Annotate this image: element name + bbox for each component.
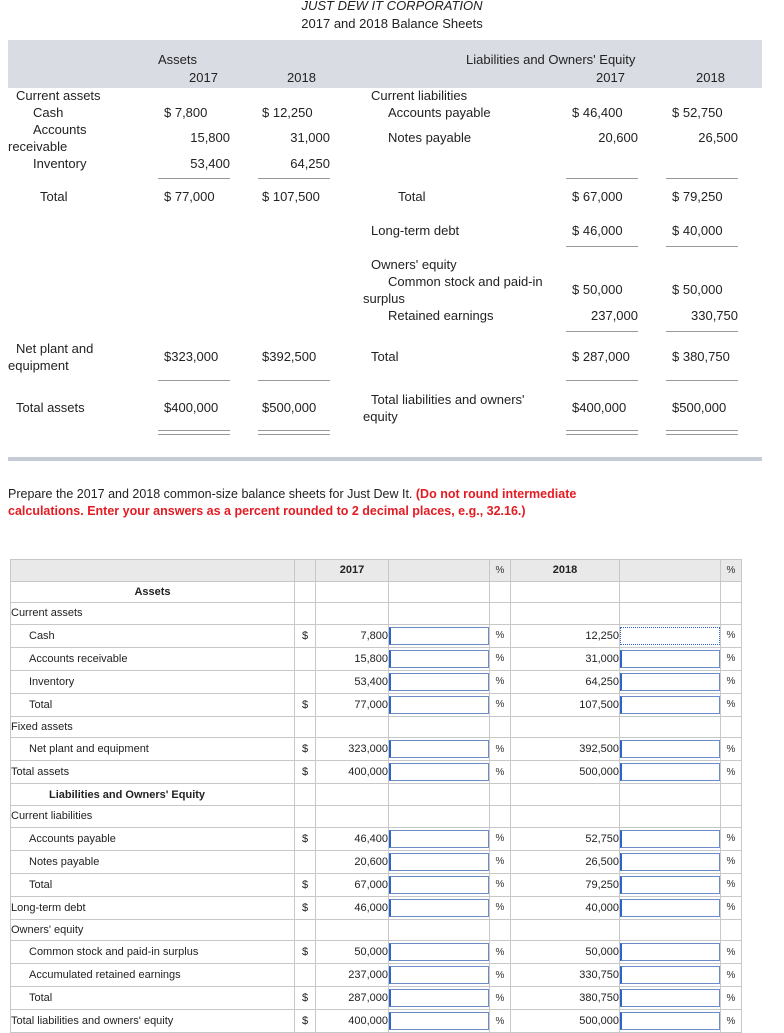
row-value-2018: 64,250 (511, 670, 620, 693)
ta-2018-pct-input[interactable] (620, 763, 720, 781)
table-row: Accounts receivable 15,800 % 31,000 % (11, 647, 742, 670)
row-value-2018: 500,000 (511, 1010, 620, 1033)
accounts-label: Accounts (33, 122, 87, 137)
equipment-label: equipment (8, 358, 69, 373)
ca-total-2017: $ 77,000 (164, 189, 215, 204)
tloe-label-1: Total liabilities and owners' (371, 392, 525, 407)
row-label: Total assets (11, 761, 295, 784)
row-value-2017: 400,000 (316, 1010, 389, 1033)
np-label: Notes payable (388, 130, 472, 145)
npe-2017-pct-input[interactable] (389, 740, 489, 758)
row-label: Cash (11, 624, 295, 647)
table-row: Total $ 77,000 % 107,500 % (11, 693, 742, 716)
npe-2017: $323,000 (164, 349, 219, 364)
tloe-2018: $500,000 (672, 400, 727, 415)
oe-total-2018: $ 380,750 (672, 349, 730, 364)
row-label: Net plant and equipment (11, 738, 295, 761)
cash-2018-pct-input[interactable] (620, 627, 720, 645)
row-value-2018: 50,000 (511, 941, 620, 964)
cash-label: Cash (33, 105, 64, 120)
oe-total-label: Total (371, 349, 399, 364)
row-label: Notes payable (11, 850, 295, 873)
assets-year-2018: 2018 (287, 70, 316, 85)
row-value-2018: 12,250 (511, 624, 620, 647)
row-label: Total (11, 873, 295, 896)
tloe-2017-pct-input[interactable] (389, 1012, 489, 1030)
tloe-label-2: equity (363, 409, 398, 424)
ar-2018-pct-input[interactable] (620, 650, 720, 668)
table-row: Total $ 67,000 % 79,250 % (11, 873, 742, 896)
cl-total-2017: $ 67,000 (572, 189, 623, 204)
np-2018-pct-input[interactable] (620, 853, 720, 871)
row-label: Inventory (11, 670, 295, 693)
tloe-2018-pct-input[interactable] (620, 1012, 720, 1030)
row-value-2018: 31,000 (511, 647, 620, 670)
ar-2017: 15,800 (190, 130, 230, 145)
ap-label: Accounts payable (388, 105, 491, 120)
row-value-2017: 53,400 (316, 670, 389, 693)
inventory-2018-pct-input[interactable] (620, 673, 720, 691)
table-row: Inventory 53,400 % 64,250 % (11, 670, 742, 693)
row-label: Long-term debt (11, 896, 295, 919)
row-label: Accumulated retained earnings (11, 964, 295, 987)
ta-2017: $400,000 (164, 400, 219, 415)
cs-2017-pct-input[interactable] (389, 943, 489, 961)
ca-total-2018-pct-input[interactable] (620, 696, 720, 714)
table-row: Total assets $ 400,000 % 500,000 % (11, 761, 742, 784)
ta-2017-pct-input[interactable] (389, 763, 489, 781)
np-2017: 20,600 (598, 130, 638, 145)
total-assets-label: Total assets (16, 400, 85, 415)
ca-total-label: Total (40, 189, 68, 204)
row-value-2017: 20,600 (316, 850, 389, 873)
cl-total-label: Total (398, 189, 426, 204)
npe-2018: $392,500 (262, 349, 317, 364)
row-value-2018: 107,500 (511, 693, 620, 716)
col-header-2017: 2017 (316, 560, 389, 582)
current-assets-label: Current assets (16, 88, 101, 103)
instructions-text: Prepare the 2017 and 2018 common-size balance sheets for Just Dew It. (8, 487, 413, 501)
surplus-label: surplus (363, 291, 405, 306)
table-row: Accumulated retained earnings 237,000 % 330,750 % (11, 964, 742, 987)
row-value-2017: 323,000 (316, 738, 389, 761)
row-value-2017: 237,000 (316, 964, 389, 987)
inv-2017: 53,400 (190, 156, 230, 171)
cl-total-2018: $ 79,250 (672, 189, 723, 204)
ta-2018: $500,000 (262, 400, 317, 415)
row-value-2018: 380,750 (511, 987, 620, 1010)
ltd-label: Long-term debt (371, 223, 460, 238)
ltd-2017: $ 46,000 (572, 223, 623, 238)
oe-total-2017: $ 287,000 (572, 349, 630, 364)
np-2018: 26,500 (698, 130, 738, 145)
assets-year-2017: 2017 (189, 70, 218, 85)
table-row: Total liabilities and owners' equity $ 400,000 % 500,000 % (11, 1010, 742, 1033)
cs-2017: $ 50,000 (572, 282, 623, 297)
ltd-2017-pct-input[interactable] (389, 899, 489, 917)
npe-2018-pct-input[interactable] (620, 740, 720, 758)
row-value-2017: 50,000 (316, 941, 389, 964)
cs-2018-pct-input[interactable] (620, 943, 720, 961)
table-row: Notes payable 20,600 % 26,500 % (11, 850, 742, 873)
section-divider (8, 457, 762, 461)
row-value-2018: 500,000 (511, 761, 620, 784)
row-value-2018: 52,750 (511, 827, 620, 850)
pct-header-2018: % (721, 560, 742, 582)
liab-oe-section-label: Liabilities and Owners' Equity (11, 784, 295, 806)
oe-label: Owners' equity (371, 257, 457, 272)
re-label: Retained earnings (388, 308, 494, 323)
current-liabilities-row-label: Current liabilities (11, 805, 295, 827)
row-label: Total liabilities and owners' equity (11, 1010, 295, 1033)
inv-2018: 64,250 (290, 156, 330, 171)
oe-total-2018-pct-input[interactable] (620, 989, 720, 1007)
cl-total-2017-pct-input[interactable] (389, 876, 489, 894)
net-plant-label: Net plant and (16, 341, 94, 356)
cs-2018: $ 50,000 (672, 282, 723, 297)
liab-year-2017: 2017 (596, 70, 625, 85)
ltd-2018: $ 40,000 (672, 223, 723, 238)
row-value-2017: 287,000 (316, 987, 389, 1010)
table-row: Accounts payable $ 46,400 % 52,750 % (11, 827, 742, 850)
current-assets-row-label: Current assets (11, 603, 295, 625)
re-2017: 237,000 (591, 308, 638, 323)
tloe-2017: $400,000 (572, 400, 627, 415)
row-value-2018: 40,000 (511, 896, 620, 919)
sheet-subtitle: 2017 and 2018 Balance Sheets (301, 16, 483, 31)
owners-equity-row-label: Owners' equity (11, 919, 295, 941)
row-value-2017: 46,000 (316, 896, 389, 919)
ar-2018: 31,000 (290, 130, 330, 145)
row-value-2017: 7,800 (316, 624, 389, 647)
instructions-note: (Do not round intermediate calculations. Enter your answers as a percent rounded to 2 decimal places, e.g., 32.16.) (8, 487, 577, 518)
row-value-2017: 77,000 (316, 693, 389, 716)
row-label: Accounts receivable (11, 647, 295, 670)
common-size-grid (10, 559, 742, 1033)
current-liabilities-label: Current liabilities (371, 88, 468, 103)
liab-year-2018: 2018 (696, 70, 725, 85)
row-label: Common stock and paid-in surplus (11, 941, 295, 964)
row-label: Accounts payable (11, 827, 295, 850)
cash-2017: $ 7,800 (164, 105, 208, 120)
re-2018-pct-input[interactable] (620, 966, 720, 984)
ap-2017-pct-input[interactable] (389, 830, 489, 848)
table-row: Total $ 287,000 % 380,750 % (11, 987, 742, 1010)
col-header-2018: 2018 (511, 560, 620, 582)
ap-2017: $ 46,400 (572, 105, 623, 120)
np-2017-pct-input[interactable] (389, 853, 489, 871)
ca-total-2017-pct-input[interactable] (389, 696, 489, 714)
table-row: Common stock and paid-in surplus $ 50,000 % 50,000 % (11, 941, 742, 964)
ap-2018-pct-input[interactable] (620, 830, 720, 848)
row-value-2017: 400,000 (316, 761, 389, 784)
row-value-2017: 15,800 (316, 647, 389, 670)
ltd-2018-pct-input[interactable] (620, 899, 720, 917)
ap-2018: $ 52,750 (672, 105, 723, 120)
cl-total-2018-pct-input[interactable] (620, 876, 720, 894)
oe-total-2017-pct-input[interactable] (389, 989, 489, 1007)
cash-2017-pct-input[interactable] (389, 627, 489, 645)
receivable-label: receivable (8, 139, 68, 154)
cs-label: Common stock and paid-in (388, 274, 543, 289)
re-2017-pct-input[interactable] (389, 966, 489, 984)
table-row: Cash $ 7,800 % 12,250 % (11, 624, 742, 647)
inventory-2017-pct-input[interactable] (389, 673, 489, 691)
re-2018: 330,750 (691, 308, 738, 323)
pct-header-2017: % (490, 560, 511, 582)
inventory-label: Inventory (33, 156, 87, 171)
fixed-assets-row-label: Fixed assets (11, 716, 295, 738)
row-value-2018: 79,250 (511, 873, 620, 896)
ca-total-2018: $ 107,500 (262, 189, 320, 204)
assets-header: Assets (158, 52, 198, 67)
row-label: Total (11, 693, 295, 716)
ar-2017-pct-input[interactable] (389, 650, 489, 668)
instructions (8, 486, 608, 520)
balance-sheet-header-band (8, 40, 762, 88)
liabilities-header: Liabilities and Owners' Equity (466, 52, 636, 67)
company-title: JUST DEW IT CORPORATION (301, 0, 483, 13)
row-label: Total (11, 987, 295, 1010)
assets-section-label: Assets (11, 581, 295, 603)
row-value-2017: 46,400 (316, 827, 389, 850)
cash-2018: $ 12,250 (262, 105, 313, 120)
table-row: Net plant and equipment $ 323,000 % 392,500 % (11, 738, 742, 761)
row-value-2018: 26,500 (511, 850, 620, 873)
row-value-2017: 67,000 (316, 873, 389, 896)
table-row: Long-term debt $ 46,000 % 40,000 % (11, 896, 742, 919)
row-value-2018: 330,750 (511, 964, 620, 987)
row-value-2018: 392,500 (511, 738, 620, 761)
